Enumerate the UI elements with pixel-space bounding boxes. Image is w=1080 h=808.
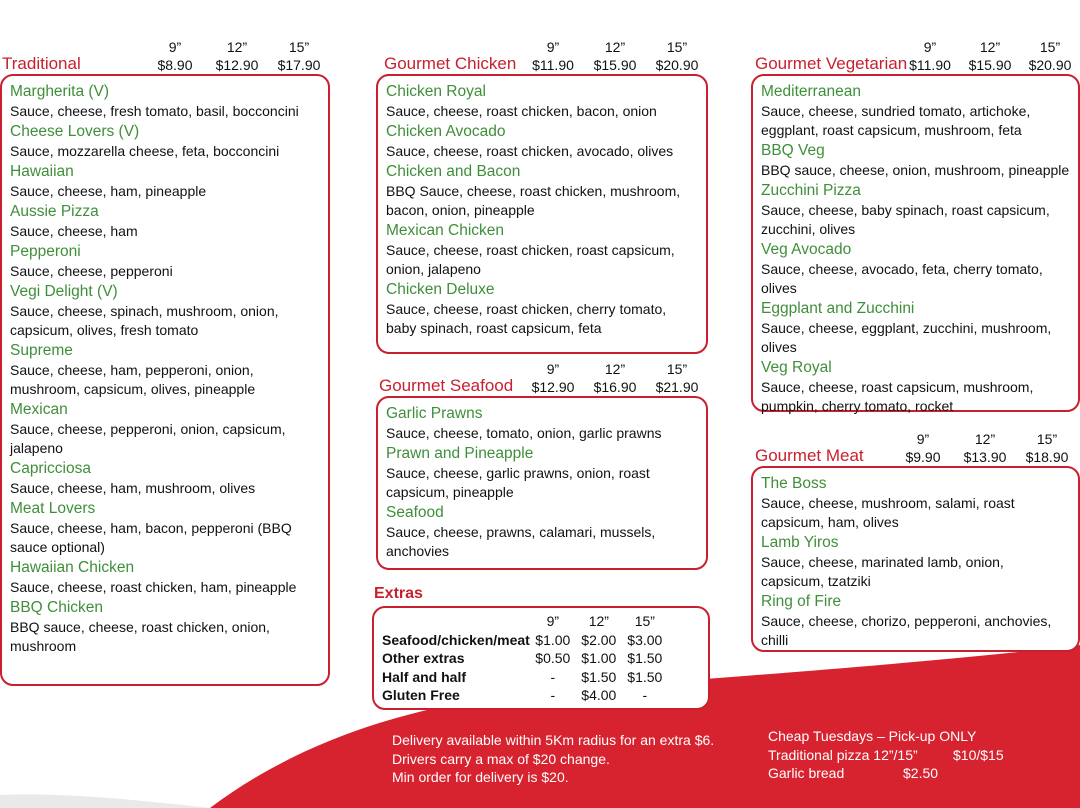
extras-price: $1.00: [581, 650, 617, 666]
extras-label: Gluten Free: [382, 687, 460, 703]
item-desc: Sauce, cheese, ham: [10, 223, 138, 239]
item-desc: Sauce, cheese, fresh tomato, basil, bocconcini: [10, 103, 299, 119]
deal-heading: Cheap Tuesdays – Pick-up ONLY: [768, 728, 977, 744]
item-name: Eggplant and Zucchini: [761, 300, 915, 317]
item-desc: Sauce, cheese, ham, pineapple: [10, 183, 207, 199]
size-price-header: [900, 38, 1080, 74]
price-label: $18.90: [1025, 449, 1069, 465]
section-gourmet-meat: [751, 430, 1080, 652]
price-label: $20.90: [1028, 57, 1072, 73]
section-traditional: [0, 38, 330, 686]
item-desc: Sauce, cheese, roast chicken, ham, pineapple: [10, 579, 297, 595]
price-label: $13.90: [963, 449, 1007, 465]
price-label: $9.90: [905, 449, 941, 465]
size-label: 15”: [634, 613, 655, 629]
extras-row: [382, 686, 668, 705]
price-label: $21.90: [655, 379, 699, 395]
price-label: $20.90: [655, 57, 699, 73]
menu-item: [10, 202, 320, 241]
item-desc: Sauce, cheese, roast chicken, avocado, olives: [386, 143, 674, 159]
item-name: Mexican: [10, 401, 68, 418]
size-label: 12”: [604, 361, 626, 377]
menu-box: [751, 74, 1080, 412]
delivery-line: Delivery available within 5Km radius for an extra $6.: [392, 732, 715, 748]
extras-price: -: [550, 687, 556, 703]
extras-label: Seafood/chicken/meat: [382, 631, 530, 648]
price-label: $11.90: [532, 57, 574, 73]
price-label: $17.90: [277, 57, 321, 73]
item-desc: Sauce, cheese, ham, mushroom, olives: [10, 480, 256, 496]
extras-header-row: [382, 612, 668, 631]
size-price-header: [522, 360, 708, 396]
extras-row: [382, 649, 668, 668]
item-name: Chicken Avocado: [386, 123, 506, 140]
item-desc: Sauce, cheese, tomato, onion, garlic prawns: [386, 425, 662, 441]
delivery-line: Drivers carry a max of $20 change.: [392, 750, 610, 767]
item-desc: Sauce, cheese, ham, pepperoni, onion, mushroom, capsicum, olives, pineapple: [10, 362, 256, 397]
item-name: Chicken Royal: [386, 83, 486, 100]
menu-item: [761, 358, 1070, 416]
size-label: 9”: [916, 431, 930, 447]
menu-box: [0, 74, 330, 686]
menu-item: [10, 598, 320, 656]
item-name: The Boss: [761, 475, 827, 492]
extras-price: -: [642, 687, 648, 703]
item-name: Supreme: [10, 342, 73, 359]
menu-item: [761, 592, 1070, 650]
item-name: Garlic Prawns: [386, 405, 483, 422]
item-name: Chicken Deluxe: [386, 281, 495, 298]
menu-item: [761, 474, 1070, 532]
menu-item: [386, 444, 698, 502]
section-gourmet-seafood: [376, 360, 708, 570]
item-desc: BBQ sauce, cheese, roast chicken, onion, mushroom: [10, 619, 270, 654]
size-label: 9”: [923, 39, 937, 55]
delivery-line: Min order for delivery is $20.: [392, 769, 569, 785]
section-title: Gourmet Seafood: [379, 376, 514, 395]
item-name: Cheese Lovers (V): [10, 123, 140, 140]
item-name: Lamb Yiros: [761, 534, 839, 551]
extras-table: [382, 612, 668, 705]
size-label: 9”: [168, 39, 182, 55]
extras-price: $0.50: [535, 650, 571, 666]
deal-row: [768, 764, 976, 783]
extras-row: [382, 668, 668, 687]
item-name: Vegi Delight (V): [10, 283, 118, 300]
item-desc: BBQ sauce, cheese, onion, mushroom, pineapple: [761, 162, 1070, 178]
menu-item: [10, 558, 320, 597]
menu-item: [386, 404, 698, 443]
item-name: Margherita (V): [10, 83, 110, 100]
menu-item: [761, 181, 1070, 239]
menu-item: [10, 341, 320, 399]
size-label: 12”: [588, 613, 609, 629]
item-desc: Sauce, cheese, mushroom, salami, roast capsicum, ham, olives: [761, 495, 1015, 530]
extras-price: $1.50: [581, 668, 617, 685]
item-desc: Sauce, cheese, eggplant, zucchini, mushroom, olives: [761, 320, 1052, 355]
menu-item: [386, 221, 698, 279]
size-price-header: [892, 430, 1078, 466]
size-label: 12”: [604, 39, 626, 55]
deal-label: Traditional pizza 12”/15”: [768, 746, 918, 763]
item-desc: Sauce, cheese, marinated lamb, onion, capsicum, tzatziki: [761, 554, 1004, 589]
deal-row: [768, 746, 1004, 765]
price-label: $12.90: [531, 379, 575, 395]
section-extras: [372, 584, 710, 710]
item-name: Aussie Pizza: [10, 203, 99, 220]
extras-price: -: [550, 668, 556, 685]
item-desc: Sauce, cheese, sundried tomato, artichoke, eggplant, roast capsicum, mushroom, feta: [761, 103, 1031, 138]
menu-item: [386, 162, 698, 220]
item-name: Veg Royal: [761, 359, 832, 376]
extras-price: $2.00: [581, 631, 617, 648]
menu-item: [386, 503, 698, 561]
item-desc: Sauce, cheese, roast capsicum, mushroom, pumpkin, cherry tomato, rocket: [761, 379, 1034, 414]
item-name: Seafood: [386, 504, 444, 521]
item-name: Hawaiian Chicken: [10, 559, 135, 576]
deal-label: Garlic bread: [768, 765, 845, 781]
section-gourmet-vegetarian: [751, 38, 1080, 412]
size-label: 9”: [546, 361, 560, 377]
extras-price: $1.00: [535, 631, 571, 648]
item-name: Ring of Fire: [761, 593, 842, 610]
item-name: BBQ Chicken: [10, 599, 104, 616]
size-price-header: [522, 38, 708, 74]
item-desc: Sauce, cheese, pepperoni, onion, capsicum, jalapeno: [10, 421, 286, 456]
delivery-info: [392, 731, 714, 787]
item-desc: Sauce, mozzarella cheese, feta, bocconcini: [10, 143, 280, 159]
item-name: Veg Avocado: [761, 241, 852, 258]
size-price-header: [144, 38, 330, 74]
item-name: Prawn and Pineapple: [386, 445, 534, 462]
menu-item: [761, 82, 1070, 140]
size-label: 12”: [979, 39, 1001, 55]
deal-price: $2.50: [903, 765, 939, 781]
size-label: 9”: [546, 613, 560, 629]
deal-price: $10/$15: [953, 746, 1004, 763]
menu-item: [761, 141, 1070, 180]
size-label: 15”: [288, 39, 310, 55]
item-name: Zucchini Pizza: [761, 182, 861, 199]
menu-box: [751, 466, 1080, 652]
item-name: Hawaiian: [10, 163, 74, 180]
extras-label: Other extras: [382, 650, 465, 666]
cheap-tuesdays-deal: [768, 727, 1004, 783]
menu-item: [10, 499, 320, 557]
menu-item: [10, 122, 320, 161]
item-name: BBQ Veg: [761, 142, 825, 159]
item-desc: Sauce, cheese, pepperoni: [10, 263, 173, 279]
item-name: Mexican Chicken: [386, 222, 505, 239]
section-title: Extras: [374, 585, 423, 602]
section-title: Gourmet Meat: [755, 446, 864, 465]
price-label: $11.90: [909, 57, 951, 73]
menu-item: [761, 299, 1070, 357]
item-desc: Sauce, cheese, baby spinach, roast capsicum, zucchini, olives: [761, 202, 1050, 237]
item-desc: BBQ Sauce, cheese, roast chicken, mushroom, bacon, onion, pineapple: [386, 183, 681, 218]
price-label: $12.90: [215, 57, 259, 73]
price-label: $15.90: [593, 57, 637, 73]
size-label: 15”: [1036, 431, 1058, 447]
menu-item: [10, 459, 320, 498]
item-name: Chicken and Bacon: [386, 163, 521, 180]
item-desc: Sauce, cheese, roast chicken, cherry tomato, baby spinach, roast capsicum, feta: [386, 301, 667, 336]
item-desc: Sauce, cheese, roast chicken, roast capsicum, onion, jalapeno: [386, 242, 675, 277]
size-label: 9”: [546, 39, 560, 55]
menu-box: [376, 74, 708, 354]
item-desc: Sauce, cheese, ham, bacon, pepperoni (BBQ sauce optional): [10, 520, 292, 555]
extras-price: $1.50: [627, 650, 663, 666]
item-desc: Sauce, cheese, spinach, mushroom, onion, capsicum, olives, fresh tomato: [10, 303, 279, 338]
extras-label: Half and half: [382, 668, 467, 685]
menu-item: [386, 122, 698, 161]
menu-item: [10, 242, 320, 281]
section-title: Traditional: [2, 54, 81, 73]
size-label: 12”: [226, 39, 248, 55]
extras-price: $1.50: [627, 668, 663, 685]
item-name: Meat Lovers: [10, 500, 96, 517]
item-desc: Sauce, cheese, prawns, calamari, mussels, anchovies: [386, 524, 656, 559]
menu-item: [10, 162, 320, 201]
size-label: 15”: [1039, 39, 1061, 55]
section-title: Gourmet Chicken: [384, 54, 517, 73]
item-name: Capricciosa: [10, 460, 91, 477]
item-desc: Sauce, cheese, roast chicken, bacon, onion: [386, 103, 657, 119]
menu-item: [761, 533, 1070, 591]
item-desc: Sauce, cheese, avocado, feta, cherry tomato, olives: [761, 261, 1043, 296]
item-name: Mediterranean: [761, 83, 861, 100]
menu-item: [10, 82, 320, 121]
size-label: 15”: [666, 361, 688, 377]
extras-row: [382, 631, 668, 650]
section-gourmet-chicken: [376, 38, 708, 354]
menu-item: [10, 400, 320, 458]
menu-item: [386, 82, 698, 121]
menu-item: [386, 280, 698, 338]
item-desc: Sauce, cheese, garlic prawns, onion, roast capsicum, pineapple: [386, 465, 650, 500]
menu-box: [376, 396, 708, 570]
price-label: $8.90: [157, 57, 193, 73]
size-label: 12”: [974, 431, 996, 447]
item-name: Pepperoni: [10, 243, 81, 260]
item-desc: Sauce, cheese, chorizo, pepperoni, anchovies, chilli: [761, 613, 1052, 648]
section-title: Gourmet Vegetarian: [755, 54, 908, 73]
size-label: 15”: [666, 39, 688, 55]
menu-item: [761, 240, 1070, 298]
price-label: $16.90: [593, 379, 637, 395]
extras-box: [372, 606, 710, 710]
extras-price: $3.00: [627, 631, 663, 648]
extras-price: $4.00: [581, 687, 617, 703]
menu-item: [10, 282, 320, 340]
price-label: $15.90: [968, 57, 1012, 73]
